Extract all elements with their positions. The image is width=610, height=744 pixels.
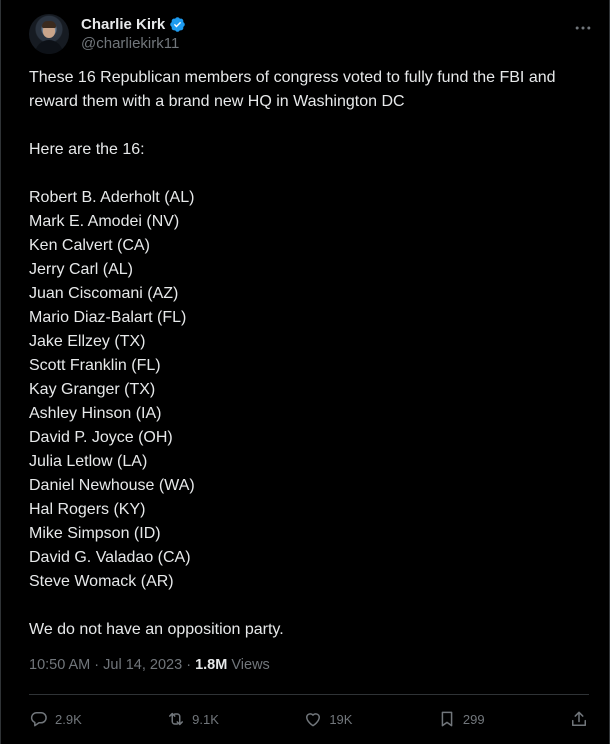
tweet-time[interactable]: 10:50 AM: [29, 657, 91, 673]
member-item: Kay Granger (TX): [29, 381, 156, 398]
name-row: [81, 16, 186, 33]
repost-count: 9.1K: [192, 711, 219, 727]
heart-icon: [303, 709, 323, 729]
repost-icon: [166, 709, 186, 729]
member-item: Jerry Carl (AL): [29, 261, 134, 278]
share-button[interactable]: [569, 709, 589, 729]
member-item: Mark E. Amodei (NV): [29, 213, 180, 230]
tweet-closing: We do not have an opposition party.: [29, 621, 284, 638]
member-item: David G. Valadao (CA): [29, 549, 191, 566]
author-display-name[interactable]: Charlie Kirk: [81, 16, 166, 33]
views-count: 1.8M: [195, 657, 228, 673]
reply-icon: [29, 709, 49, 729]
tweet-header: [29, 12, 593, 56]
tweet-meta: [29, 657, 270, 673]
tweet-text: [29, 66, 589, 642]
member-item: Hal Rogers (KY): [29, 501, 146, 518]
author-handle[interactable]: @charliekirk11: [81, 35, 180, 52]
views-label: Views: [231, 657, 270, 673]
more-icon[interactable]: [573, 18, 593, 38]
member-list: [29, 186, 589, 594]
member-item: Juan Ciscomani (AZ): [29, 285, 179, 302]
action-bar: [29, 704, 589, 734]
bookmark-icon: [437, 709, 457, 729]
tweet-list-heading: Here are the 16:: [29, 141, 145, 158]
member-item: Robert B. Aderholt (AL): [29, 189, 195, 206]
bookmark-button[interactable]: [437, 709, 485, 729]
member-item: Mario Diaz-Balart (FL): [29, 309, 187, 326]
member-item: Scott Franklin (FL): [29, 357, 161, 374]
member-item: Ken Calvert (CA): [29, 237, 150, 254]
meta-separator-2: ·: [186, 657, 192, 673]
repost-button[interactable]: [166, 709, 219, 729]
reply-button[interactable]: [29, 709, 82, 729]
bookmark-count: 299: [462, 711, 485, 727]
reply-count: 2.9K: [55, 711, 82, 727]
avatar[interactable]: [29, 14, 69, 54]
author-info: [81, 16, 186, 52]
member-item: Mike Simpson (ID): [29, 525, 161, 542]
member-item: Jake Ellzey (TX): [29, 333, 146, 350]
divider: [29, 694, 589, 695]
tweet-date[interactable]: Jul 14, 2023: [103, 657, 183, 673]
meta-separator: ·: [94, 657, 100, 673]
verified-badge-icon: [169, 16, 186, 33]
share-icon: [569, 709, 589, 729]
member-item: Julia Letlow (LA): [29, 453, 148, 470]
member-item: Steve Womack (AR): [29, 573, 174, 590]
member-item: Daniel Newhouse (WA): [29, 477, 195, 494]
like-button[interactable]: [303, 709, 352, 729]
tweet-intro: These 16 Republican members of congress voted to fully fund the FBI and reward them with a brand new HQ in Washington DC: [29, 69, 556, 110]
member-item: David P. Joyce (OH): [29, 429, 173, 446]
member-item: Ashley Hinson (IA): [29, 405, 162, 422]
like-count: 19K: [329, 711, 353, 727]
